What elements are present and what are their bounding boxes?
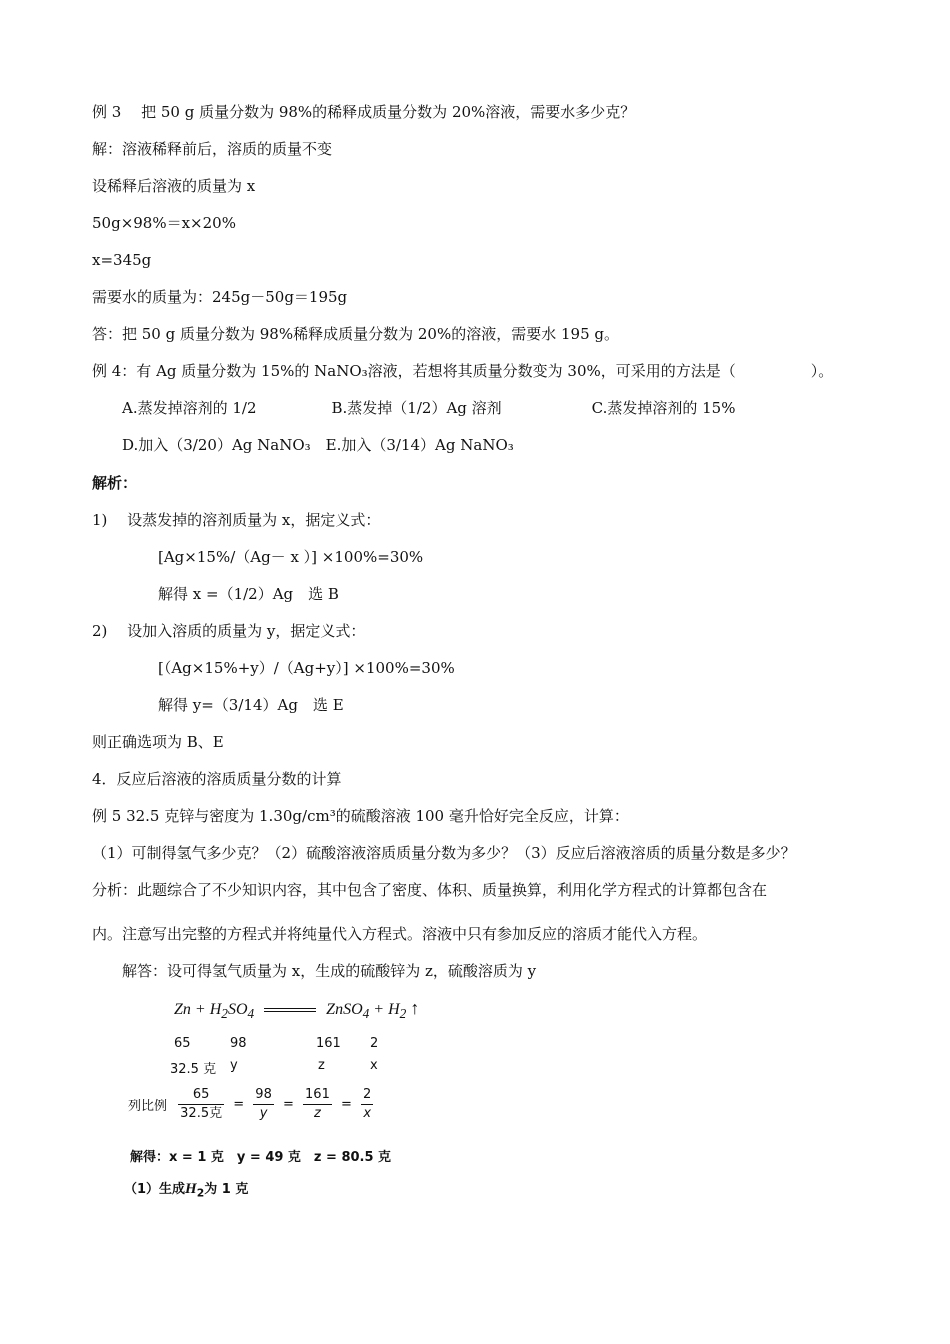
amount-row <box>170 1058 390 1076</box>
analysis-step-1-result: 解得 x =（1/2）Ag 选 B <box>158 585 339 603</box>
eq-gas-arrow: ↑ <box>410 998 420 1018</box>
analysis-step-2: 2) 设加入溶质的质量为 y，据定义式： <box>92 622 366 640</box>
eq-plus-2: + <box>373 1001 385 1018</box>
analysis-heading: 解析： <box>92 474 138 492</box>
eq-h2so4: $H_2SO_4$ <box>209 1001 255 1022</box>
result-1: （1）生成$H_2$为 1 克 <box>124 1181 249 1200</box>
example-3-solution-intro: 解：溶液稀释前后，溶质的质量不变 <box>92 140 333 158</box>
example-3-assumption: 设稀释后溶液的质量为 x <box>92 177 256 195</box>
example-3-answer: 答：把 50 g 质量分数为 98%稀释成质量分数为 20%的溶液，需要水 195 g。 <box>92 325 619 343</box>
analysis-step-2-formula: [（Ag×15%+y）/（Ag+y）] ×100%=30% <box>158 659 455 677</box>
proportion-equation: 列比例 $\frac{65}{\text{32.5克}}$ = $\frac{98}{y}$ = $\frac{161}{z}$ = $\frac{2}{x}$ <box>128 1087 372 1121</box>
example-3-x-value: x=345g <box>92 251 152 269</box>
proportion-label: 列比例 <box>128 1099 168 1114</box>
example-5-analysis-1: 分析：此题综合了不少知识内容，其中包含了密度、体积、质量换算，利用化学方程式的计算都包含在 <box>92 881 768 899</box>
mass-h2: 2 <box>370 1036 379 1051</box>
amount-zn: 32.5 克 <box>170 1062 217 1077</box>
molar-mass-row <box>174 1036 394 1054</box>
solution-values: 解得：x = 1 克 y = 49 克 z = 80.5 克 <box>130 1150 392 1165</box>
amount-h2: x <box>370 1058 378 1073</box>
example-3-equation: 50g×98%＝x×20% <box>92 214 236 232</box>
eq-h2: $H_2$ <box>388 1001 407 1022</box>
example-4-options-de: D.加入（3/20）Ag NaNO₃ E.加入（3/14）Ag NaNO₃ <box>122 436 514 454</box>
correct-options: 则正确选项为 B、E <box>92 733 224 751</box>
chemical-equation <box>174 998 419 1022</box>
mass-znso4: 161 <box>316 1036 341 1051</box>
eq-znso4: ZnSO$_4$ <box>326 1001 370 1022</box>
fraction-h2so4: $\frac{98}{y}$ <box>255 1087 272 1121</box>
example-4-title: 例 4：有 Ag 质量分数为 15%的 NaNO₃溶液，若想将其质量分数变为 30%，可采用的方法是（ ）。 <box>92 362 834 380</box>
analysis-step-1: 1) 设蒸发掉的溶剂质量为 x，据定义式： <box>92 511 381 529</box>
fraction-znso4: $\frac{161}{z}$ <box>305 1087 330 1121</box>
example-4-options-abc: A.蒸发掉溶剂的 1/2 B.蒸发掉（1/2）Ag 溶剂 C.蒸发掉溶剂的 15% <box>122 399 736 417</box>
example-5-questions: （1）可制得氢气多少克？（2）硫酸溶液溶质质量分数为多少？（3）反应后溶液溶质的质量分数是多少？ <box>92 844 796 862</box>
analysis-step-1-formula: [Ag×15%/（Ag－ x ）] ×100%=30% <box>158 548 424 566</box>
example-5-solution-intro: 解答：设可得氢气质量为 x，生成的硫酸锌为 z，硫酸溶质为 y <box>122 962 537 980</box>
eq-reaction-sign <box>264 1008 316 1012</box>
eq-plus-1: + <box>194 1001 206 1018</box>
mass-zn: 65 <box>174 1036 191 1051</box>
mass-h2so4: 98 <box>230 1036 247 1051</box>
amount-h2so4: y <box>230 1058 238 1073</box>
section-4-heading: 4．反应后溶液的溶质质量分数的计算 <box>92 770 342 788</box>
example-5-analysis-2: 内。注意写出完整的方程式并将纯量代入方程式。溶液中只有参加反应的溶质才能代入方程。 <box>92 925 708 943</box>
example-3-title: 例 3 把 50 g 质量分数为 98%的稀释成质量分数为 20%溶液，需要水多少克？ <box>92 103 636 121</box>
example-5-title: 例 5 32.5 克锌与密度为 1.30g/cm³的硫酸溶液 100 毫升恰好完全反应，计算： <box>92 807 629 825</box>
eq-zn: Zn <box>174 1001 191 1018</box>
amount-znso4: z <box>318 1058 325 1073</box>
fraction-zn: $\frac{65}{\text{32.5克}}$ <box>180 1087 223 1121</box>
fraction-h2: $\frac{2}{x}$ <box>363 1087 372 1121</box>
example-3-water-mass: 需要水的质量为：245g－50g＝195g <box>92 288 348 306</box>
analysis-step-2-result: 解得 y=（3/14）Ag 选 E <box>158 696 344 714</box>
